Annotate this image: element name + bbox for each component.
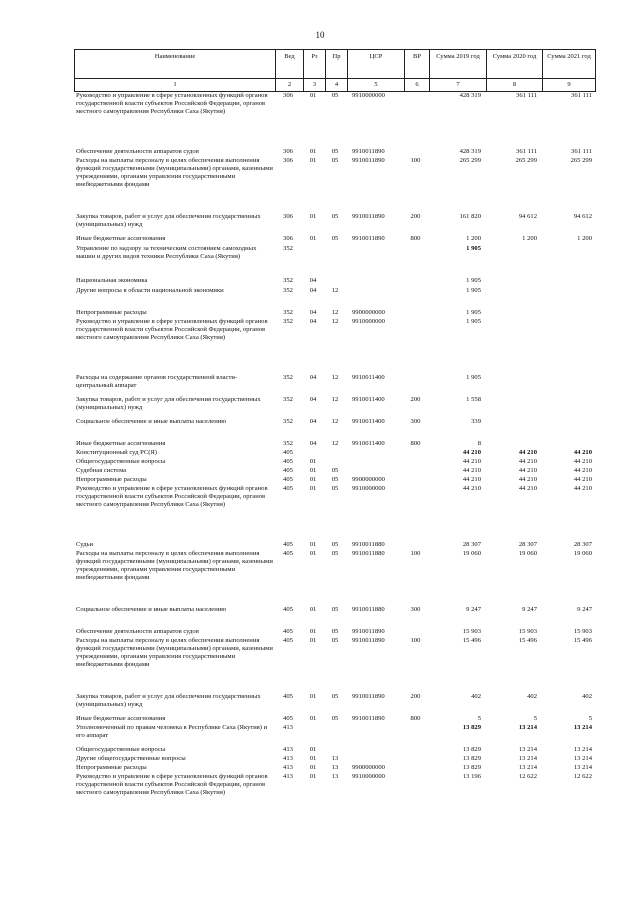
cell-rz: 01 <box>309 746 317 753</box>
cell-s2019: 19 060 <box>462 550 481 557</box>
cell-pr: 13 <box>331 773 339 780</box>
cell-name: Непрограммные расходы <box>76 309 147 316</box>
cell-ved: 352 <box>283 245 293 252</box>
cell-csr: 9900000000 <box>352 764 385 771</box>
cell-rz: 01 <box>309 606 317 613</box>
header-cell-s2021: Сумма 2021 год <box>542 50 595 78</box>
cell-rz: 04 <box>309 374 317 381</box>
cell-name: Закупка товаров, работ и услуг для обеспечения государственных (муниципальных) нужд <box>76 213 261 228</box>
cell-s2021: 265 299 <box>570 157 592 164</box>
table-row <box>74 724 594 746</box>
cell-pr: 05 <box>331 628 339 635</box>
header-num-cell-rz: 3 <box>303 79 325 91</box>
cell-s2020: 44 210 <box>518 458 537 465</box>
cell-pr: 13 <box>331 764 339 771</box>
cell-vr: 200 <box>410 396 421 403</box>
cell-vr: 800 <box>410 440 421 447</box>
cell-ved: 413 <box>283 724 293 731</box>
table-row <box>74 773 594 813</box>
cell-s2019: 1 558 <box>466 396 481 403</box>
cell-ved: 352 <box>283 418 293 425</box>
cell-ved: 405 <box>283 550 293 557</box>
cell-name: Обеспечение деятельности аппаратов судов <box>76 148 199 155</box>
cell-pr: 12 <box>331 396 339 403</box>
cell-s2019: 15 496 <box>462 637 481 644</box>
cell-csr: 9910011890 <box>352 148 385 155</box>
cell-name: Судьи <box>76 541 94 548</box>
cell-s2020: 13 214 <box>518 746 537 753</box>
cell-s2019: 1 905 <box>466 318 481 325</box>
cell-pr: 13 <box>331 755 339 762</box>
cell-ved: 413 <box>283 773 293 780</box>
cell-name: Социальное обеспечение и иные выплаты населению <box>76 418 227 425</box>
cell-s2020: 13 214 <box>518 755 537 762</box>
budget-table-body <box>74 92 594 813</box>
cell-ved: 405 <box>283 476 293 483</box>
cell-pr: 12 <box>331 309 339 316</box>
cell-s2020: 1 200 <box>522 235 537 242</box>
cell-rz: 04 <box>309 277 317 284</box>
cell-rz: 01 <box>309 693 317 700</box>
cell-csr: 9910011890 <box>352 715 385 722</box>
cell-s2020: 94 612 <box>518 213 537 220</box>
header-cell-csr: ЦСР <box>347 50 404 78</box>
cell-name: Другие вопросы в области национальной экономики <box>76 287 224 294</box>
header-cell-s2020: Сумма 2020 год <box>486 50 542 78</box>
cell-name: Уполномоченный по правам человека в Республике Саха (Якутия) и его аппарат <box>76 724 268 739</box>
cell-name: Конституционный суд РС(Я) <box>76 449 158 456</box>
cell-rz: 01 <box>309 773 317 780</box>
cell-vr: 300 <box>410 606 421 613</box>
cell-ved: 352 <box>283 277 293 284</box>
cell-name: Иные бюджетные ассигнования <box>76 715 166 722</box>
cell-s2020: 13 214 <box>518 724 537 731</box>
cell-s2019: 15 903 <box>462 628 481 635</box>
cell-rz: 01 <box>309 476 317 483</box>
cell-s2021: 44 210 <box>573 476 592 483</box>
table-row <box>74 606 594 628</box>
cell-s2021: 361 111 <box>571 92 592 99</box>
cell-ved: 405 <box>283 458 293 465</box>
cell-pr: 05 <box>331 157 339 164</box>
cell-rz: 04 <box>309 287 317 294</box>
cell-s2020: 361 111 <box>516 92 537 99</box>
cell-s2019: 1 905 <box>466 287 481 294</box>
cell-s2019: 428 319 <box>459 92 481 99</box>
cell-name: Закупка товаров, работ и услуг для обеспечения государственных (муниципальных) нужд <box>76 396 261 411</box>
cell-ved: 306 <box>283 148 293 155</box>
cell-rz: 01 <box>309 92 317 99</box>
header-cell-name: Наименование <box>154 53 196 60</box>
cell-ved: 306 <box>283 157 293 164</box>
header-num-cell-s2021: 9 <box>542 79 595 91</box>
cell-pr: 05 <box>331 606 339 613</box>
cell-s2019: 13 829 <box>462 764 481 771</box>
cell-s2019: 1 905 <box>466 374 481 381</box>
header-cell-vr: ВР <box>404 50 429 78</box>
cell-s2019: 44 210 <box>462 485 481 492</box>
cell-ved: 405 <box>283 606 293 613</box>
cell-s2019: 5 <box>477 715 481 722</box>
cell-s2019: 44 210 <box>462 476 481 483</box>
table-row <box>74 235 594 245</box>
table-row <box>74 440 594 449</box>
cell-vr: 300 <box>410 418 421 425</box>
cell-vr: 200 <box>410 693 421 700</box>
cell-ved: 405 <box>283 628 293 635</box>
cell-s2020: 12 622 <box>518 773 537 780</box>
cell-s2020: 265 299 <box>515 157 537 164</box>
cell-name: Расходы на выплаты персоналу в целях обеспечения выполнения функций государственными (муниципальными) органами, казенными учреждениями, органами управления государственными внебюджетными фондами <box>76 157 273 188</box>
cell-name: Закупка товаров, работ и услуг для обеспечения государственных (муниципальных) нужд <box>76 693 261 708</box>
header-cell-pr: Пр <box>325 50 347 78</box>
cell-s2021: 44 210 <box>573 449 592 456</box>
header-num-cell-name: 1 <box>173 81 177 88</box>
table-row <box>74 418 594 440</box>
cell-csr: 9910011880 <box>352 541 385 548</box>
cell-s2021: 9 247 <box>577 606 592 613</box>
cell-name: Непрограммные расходы <box>76 764 147 771</box>
cell-ved: 405 <box>283 449 293 456</box>
cell-csr: 9910011880 <box>352 606 385 613</box>
cell-ved: 413 <box>283 764 293 771</box>
table-row <box>74 148 594 157</box>
cell-s2021: 13 214 <box>573 755 592 762</box>
cell-s2021: 1 200 <box>577 235 592 242</box>
table-row <box>74 309 594 318</box>
cell-pr: 12 <box>331 318 339 325</box>
cell-ved: 306 <box>283 235 293 242</box>
cell-pr: 12 <box>331 440 339 447</box>
table-row <box>74 485 594 541</box>
cell-vr: 800 <box>410 715 421 722</box>
cell-pr: 05 <box>331 715 339 722</box>
table-row <box>74 550 594 606</box>
cell-rz: 01 <box>309 485 317 492</box>
cell-s2020: 5 <box>533 715 537 722</box>
cell-pr: 12 <box>331 374 339 381</box>
cell-s2019: 44 210 <box>462 449 481 456</box>
table-row <box>74 277 594 287</box>
cell-rz: 01 <box>309 467 317 474</box>
cell-csr: 9910011400 <box>352 374 385 381</box>
cell-csr: 9910000000 <box>352 92 385 99</box>
cell-vr: 100 <box>410 550 421 557</box>
cell-pr: 05 <box>331 92 339 99</box>
cell-s2020: 361 111 <box>516 148 537 155</box>
cell-ved: 405 <box>283 467 293 474</box>
cell-csr: 9910000000 <box>352 485 385 492</box>
cell-s2021: 15 496 <box>573 637 592 644</box>
cell-ved: 405 <box>283 693 293 700</box>
cell-s2021: 19 060 <box>573 550 592 557</box>
cell-ved: 352 <box>283 440 293 447</box>
table-row <box>74 92 594 148</box>
cell-s2019: 161 820 <box>459 213 481 220</box>
cell-s2019: 1 905 <box>466 309 481 316</box>
cell-s2021: 28 307 <box>573 541 592 548</box>
cell-pr: 05 <box>331 550 339 557</box>
cell-name: Судебная система <box>76 467 127 474</box>
cell-s2020: 44 210 <box>518 449 537 456</box>
cell-ved: 405 <box>283 541 293 548</box>
cell-rz: 01 <box>309 628 317 635</box>
cell-ved: 306 <box>283 213 293 220</box>
cell-name: Общегосударственные вопросы <box>76 458 166 465</box>
cell-csr: 9910011890 <box>352 235 385 242</box>
cell-ved: 352 <box>283 287 293 294</box>
cell-rz: 01 <box>309 213 317 220</box>
cell-rz: 04 <box>309 396 317 403</box>
header-num-cell-pr: 4 <box>325 79 347 91</box>
cell-s2020: 44 210 <box>518 485 537 492</box>
cell-ved: 405 <box>283 485 293 492</box>
cell-s2021: 402 <box>582 693 592 700</box>
cell-name: Иные бюджетные ассигнования <box>76 440 166 447</box>
cell-rz: 01 <box>309 458 317 465</box>
cell-s2019: 28 307 <box>462 541 481 548</box>
cell-name: Расходы на выплаты персоналу в целях обеспечения выполнения функций государственными (муниципальными) органами, казенными учреждениями, органами управления государственными внебюджетными фондами <box>76 550 273 581</box>
cell-name: Обеспечение деятельности аппаратов судов <box>76 628 199 635</box>
header-cell-rz: Рз <box>303 50 325 78</box>
cell-rz: 04 <box>309 318 317 325</box>
cell-s2019: 44 210 <box>462 467 481 474</box>
cell-csr: 9910000000 <box>352 318 385 325</box>
table-row <box>74 245 594 277</box>
cell-pr: 05 <box>331 476 339 483</box>
cell-s2020: 402 <box>527 693 537 700</box>
cell-csr: 9910011890 <box>352 213 385 220</box>
cell-s2019: 13 829 <box>462 746 481 753</box>
cell-s2021: 44 210 <box>573 467 592 474</box>
cell-s2019: 339 <box>471 418 481 425</box>
cell-ved: 405 <box>283 637 293 644</box>
cell-ved: 352 <box>283 396 293 403</box>
cell-s2021: 12 622 <box>573 773 592 780</box>
cell-s2019: 428 319 <box>459 148 481 155</box>
table-row <box>74 157 594 213</box>
header-cell-ved: Вед <box>275 50 303 78</box>
table-row <box>74 449 594 458</box>
header-cell-s2019: Сумма 2019 год <box>429 50 486 78</box>
cell-rz: 04 <box>309 309 317 316</box>
cell-ved: 413 <box>283 755 293 762</box>
cell-vr: 100 <box>410 157 421 164</box>
table-row <box>74 287 594 309</box>
table-row <box>74 693 594 715</box>
cell-s2020: 15 496 <box>518 637 537 644</box>
cell-name: Руководство и управление в сфере установленных функций органов государственной власти субъектов Российской Федерации, органов местного самоуправления Республики Саха (Якутия) <box>76 485 268 508</box>
cell-csr: 9900000000 <box>352 309 385 316</box>
cell-rz: 01 <box>309 715 317 722</box>
cell-pr: 12 <box>331 418 339 425</box>
cell-csr: 9910011890 <box>352 628 385 635</box>
cell-name: Управление по надзору за техническим состоянием самоходных машин и других видов техники Республики Саха (Якутия) <box>76 245 257 260</box>
cell-pr: 05 <box>331 485 339 492</box>
cell-pr: 05 <box>331 693 339 700</box>
cell-s2020: 13 214 <box>518 764 537 771</box>
table-row <box>74 746 594 755</box>
cell-name: Руководство и управление в сфере установленных функций органов государственной власти субъектов Российской Федерации, органов местного самоуправления Республики Саха (Якутия) <box>76 92 268 115</box>
table-header <box>74 49 596 92</box>
table-row <box>74 467 594 476</box>
cell-name: Руководство и управление в сфере установленных функций органов государственной власти субъектов Российской Федерации, органов местного самоуправления Республики Саха (Якутия) <box>76 773 268 796</box>
table-row <box>74 637 594 693</box>
cell-s2020: 44 210 <box>518 476 537 483</box>
cell-s2019: 13 829 <box>462 755 481 762</box>
cell-s2021: 44 210 <box>573 485 592 492</box>
cell-vr: 200 <box>410 213 421 220</box>
cell-rz: 01 <box>309 157 317 164</box>
cell-name: Расходы на содержание органов государственной власти- центральный аппарат <box>76 374 238 389</box>
cell-csr: 9910011400 <box>352 440 385 447</box>
table-row <box>74 541 594 550</box>
cell-s2021: 13 214 <box>573 764 592 771</box>
cell-pr: 05 <box>331 637 339 644</box>
cell-s2020: 44 210 <box>518 467 537 474</box>
cell-ved: 413 <box>283 746 293 753</box>
cell-csr: 9910000000 <box>352 773 385 780</box>
cell-pr: 05 <box>331 213 339 220</box>
table-row <box>74 318 594 374</box>
cell-rz: 01 <box>309 235 317 242</box>
cell-ved: 352 <box>283 309 293 316</box>
table-row <box>74 476 594 485</box>
table-row <box>74 628 594 637</box>
cell-s2021: 44 210 <box>573 458 592 465</box>
cell-name: Другие общегосударственные вопросы <box>76 755 186 762</box>
cell-rz: 01 <box>309 148 317 155</box>
cell-s2019: 402 <box>471 693 481 700</box>
cell-s2020: 15 903 <box>518 628 537 635</box>
cell-s2020: 28 307 <box>518 541 537 548</box>
header-num-cell-ved: 2 <box>275 79 303 91</box>
cell-s2019: 13 196 <box>462 773 481 780</box>
page-number: 10 <box>315 30 325 40</box>
cell-csr: 9900000000 <box>352 476 385 483</box>
header-num-cell-vr: 6 <box>404 79 429 91</box>
table-row <box>74 764 594 773</box>
cell-pr: 05 <box>331 541 339 548</box>
cell-s2021: 13 214 <box>573 724 592 731</box>
header-num-cell-s2020: 8 <box>486 79 542 91</box>
cell-pr: 05 <box>331 467 339 474</box>
cell-ved: 352 <box>283 374 293 381</box>
header-num-cell-csr: 5 <box>347 79 404 91</box>
cell-name: Иные бюджетные ассигнования <box>76 235 166 242</box>
cell-rz: 01 <box>309 637 317 644</box>
cell-ved: 352 <box>283 318 293 325</box>
cell-rz: 04 <box>309 440 317 447</box>
cell-rz: 01 <box>309 755 317 762</box>
cell-vr: 100 <box>410 637 421 644</box>
cell-csr: 9910011400 <box>352 396 385 403</box>
cell-s2019: 265 299 <box>459 157 481 164</box>
table-row <box>74 396 594 418</box>
cell-s2021: 94 612 <box>573 213 592 220</box>
cell-s2019: 1 905 <box>466 245 481 252</box>
cell-name: Непрограммные расходы <box>76 476 147 483</box>
cell-pr: 05 <box>331 235 339 242</box>
table-row <box>74 458 594 467</box>
cell-s2021: 361 111 <box>571 148 592 155</box>
cell-ved: 405 <box>283 715 293 722</box>
cell-csr: 9910011400 <box>352 418 385 425</box>
cell-name: Расходы на выплаты персоналу в целях обеспечения выполнения функций государственными (муниципальными) органами, казенными учреждениями, органами управления государственными внебюджетными фондами <box>76 637 273 668</box>
cell-vr: 800 <box>410 235 421 242</box>
cell-rz: 01 <box>309 550 317 557</box>
cell-csr: 9910011890 <box>352 693 385 700</box>
cell-rz: 01 <box>309 764 317 771</box>
cell-s2021: 15 903 <box>573 628 592 635</box>
cell-name: Руководство и управление в сфере установленных функций органов государственной власти субъектов Российской Федерации, органов местного самоуправления Республики Саха (Якутия) <box>76 318 268 341</box>
table-row <box>74 715 594 724</box>
table-row <box>74 374 594 396</box>
cell-s2019: 1 200 <box>466 235 481 242</box>
cell-s2019: 1 905 <box>466 277 481 284</box>
cell-name: Социальное обеспечение и иные выплаты населению <box>76 606 227 613</box>
cell-s2020: 9 247 <box>522 606 537 613</box>
cell-s2019: 9 247 <box>466 606 481 613</box>
header-num-cell-s2019: 7 <box>429 79 486 91</box>
cell-rz: 04 <box>309 418 317 425</box>
cell-s2019: 8 <box>477 440 481 447</box>
cell-rz: 01 <box>309 541 317 548</box>
cell-s2020: 19 060 <box>518 550 537 557</box>
cell-ved: 306 <box>283 92 293 99</box>
table-row <box>74 213 594 235</box>
cell-s2019: 44 210 <box>462 458 481 465</box>
cell-csr: 9910011890 <box>352 637 385 644</box>
cell-name: Общегосударственные вопросы <box>76 746 166 753</box>
cell-pr: 12 <box>331 287 339 294</box>
cell-s2021: 13 214 <box>573 746 592 753</box>
cell-name: Национальная экономика <box>76 277 148 284</box>
cell-s2021: 5 <box>588 715 592 722</box>
cell-csr: 9910011890 <box>352 157 385 164</box>
table-row <box>74 755 594 764</box>
cell-pr: 05 <box>331 148 339 155</box>
cell-s2019: 13 829 <box>462 724 481 731</box>
cell-csr: 9910011880 <box>352 550 385 557</box>
